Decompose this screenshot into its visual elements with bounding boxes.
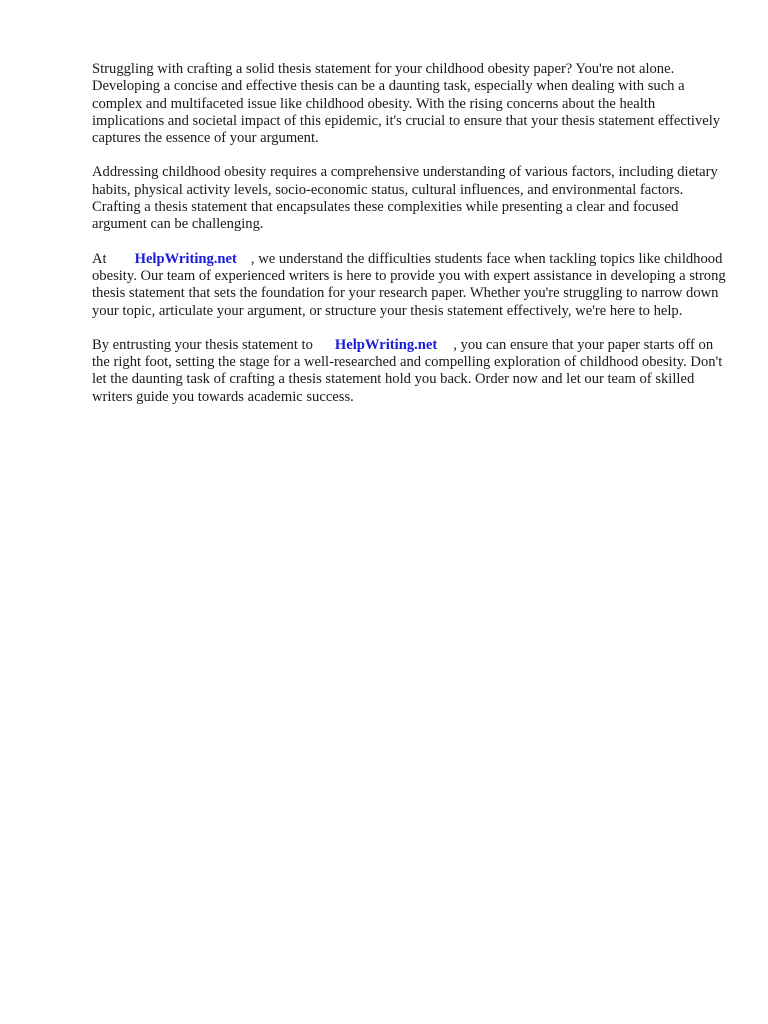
helpwriting-link-2[interactable]: HelpWriting.net [334,336,438,353]
document-body [92,61,726,423]
paragraph-closing [92,337,726,406]
paragraph-service-rest: , we understand the difficulties students face when tackling topics like childhood obesity. Our team of experienced writers is here to provide you with expert assistance in developing a strong thesis statement that sets the foundation for your research paper. Whether you're struggling to narrow down your topic, articulate your argument, or structure your thesis statement effectively, we're here to help. [92,250,726,319]
paragraph-service-lead: At [92,250,107,267]
paragraph-closing-rest: , you can ensure that your paper starts off on the right foot, setting the stage for a well-researched and compelling exploration of childhood obesity. Don't let the daunting task of crafting a thesis statement hold you back. Order now and let our team of skilled writers guide you towards academic success. [92,336,723,405]
paragraph-intro: Struggling with crafting a solid thesis statement for your childhood obesity paper? You're not alone. Developing a concise and effective thesis can be a daunting task, especially when dealing with such a complex and multifaceted issue like childhood obesity. With the rising concerns about the health implications and societal impact of this epidemic, it's crucial to ensure that your thesis statement effectively captures the essence of your argument. [92,61,721,147]
paragraph-closing-lead: By entrusting your thesis statement to [92,336,313,353]
paragraph-service [92,251,726,320]
helpwriting-link[interactable]: HelpWriting.net [134,250,237,267]
paragraph-factors: Addressing childhood obesity requires a comprehensive understanding of various factors, including dietary habits, physical activity levels, socio-economic status, cultural influences, and environmental factors. Crafting a thesis statement that encapsulates these complexities while presenting a clear and focused argument can be challenging. [92,164,718,233]
